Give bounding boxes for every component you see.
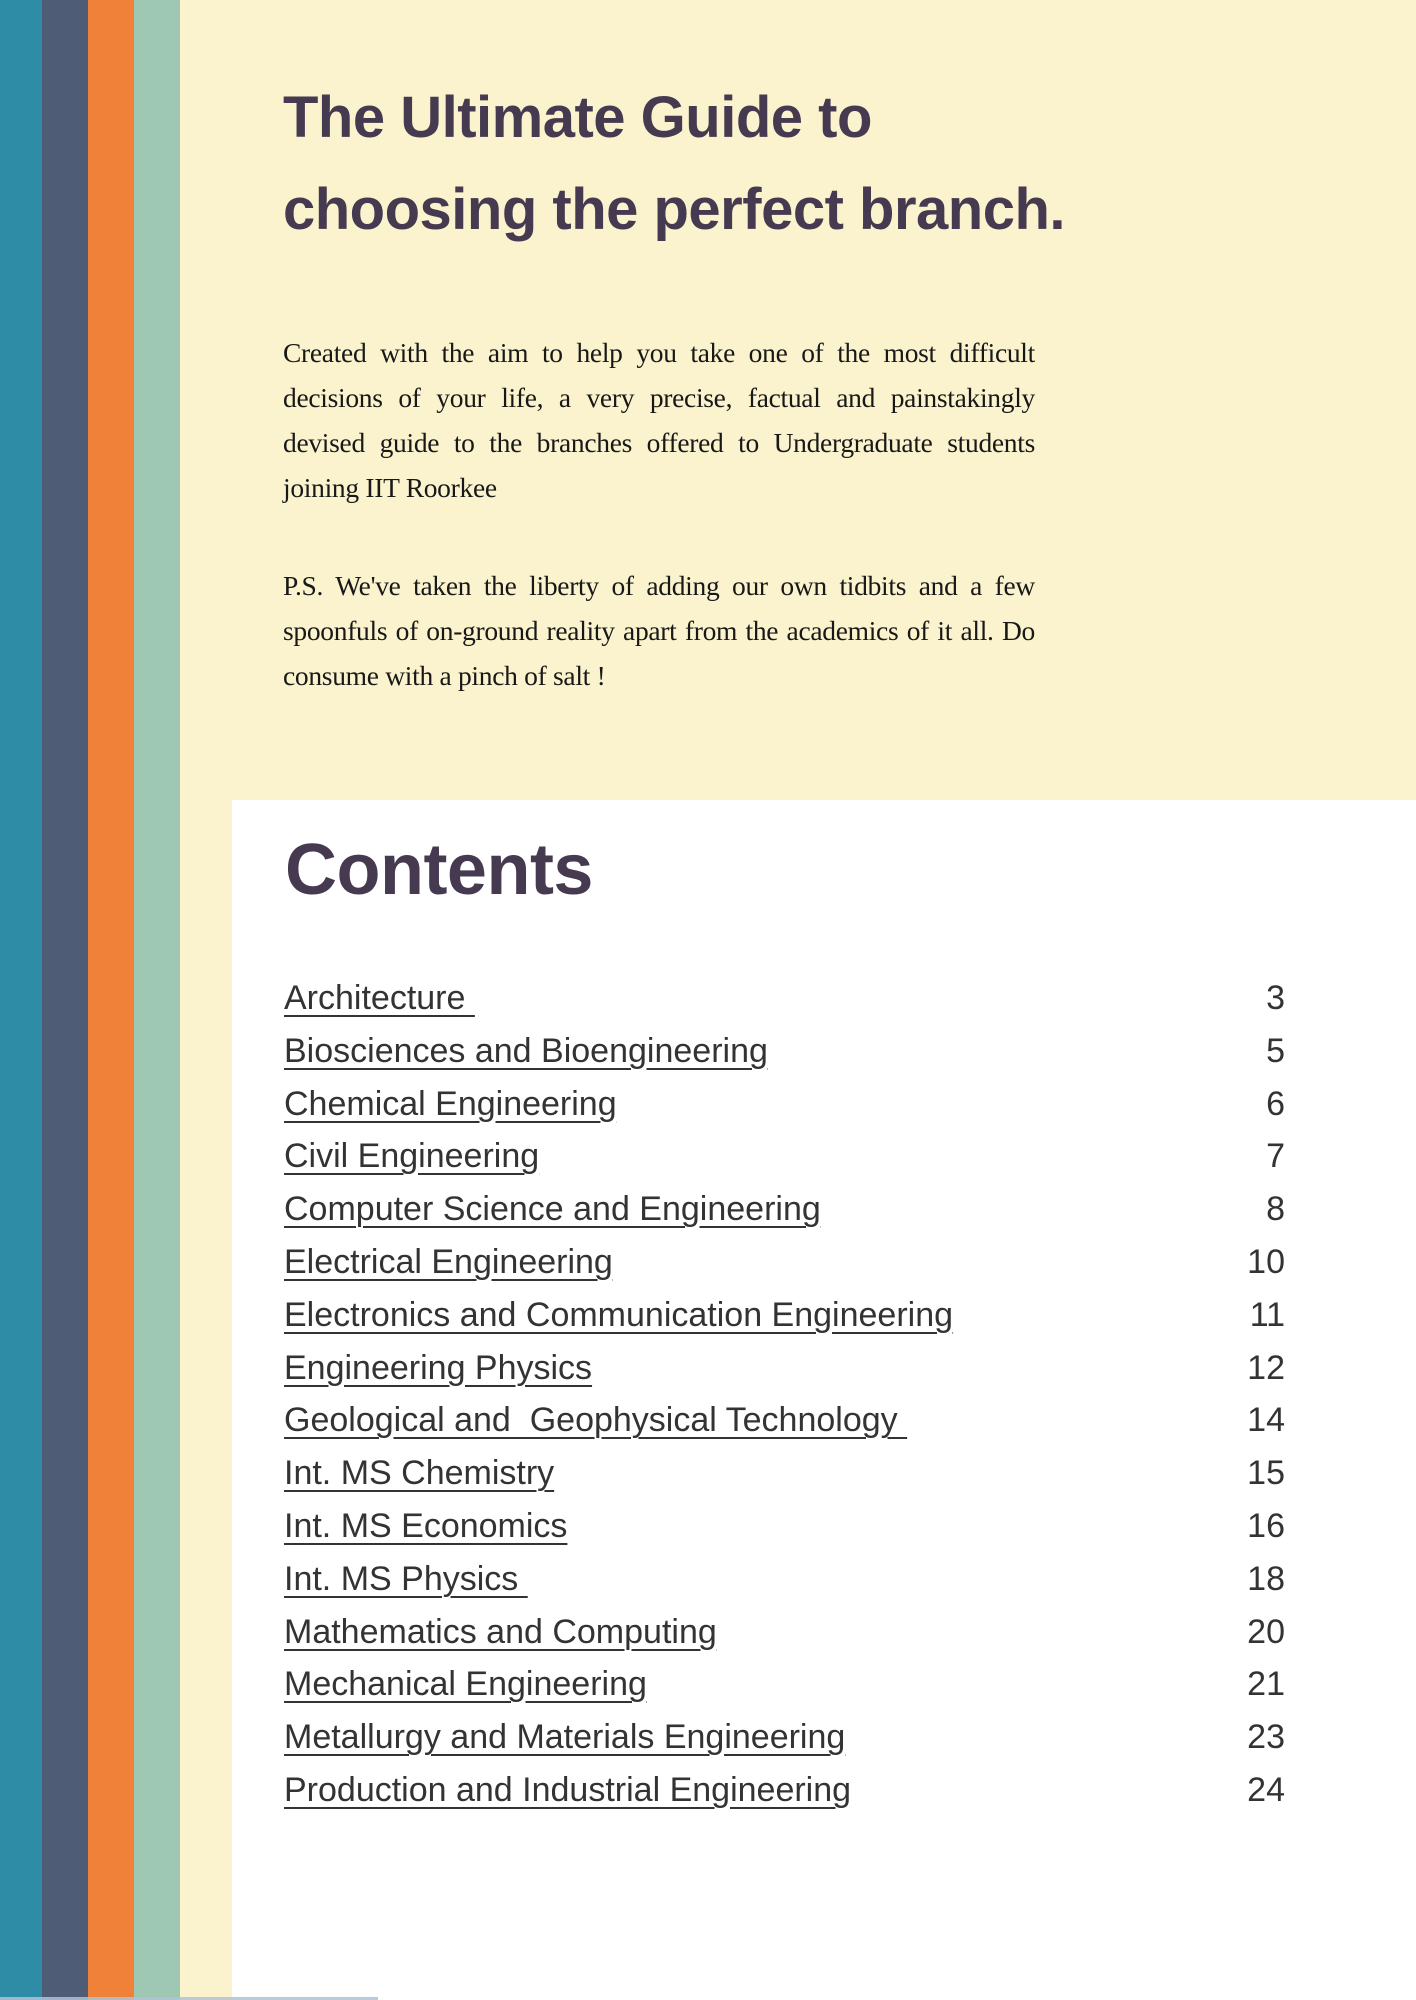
intro-paragraph: Created with the aim to help you take one of the most difficult decisions of your life, a very precise, factual and painstakingly devised guide to the branches offered to Undergraduate students joining IIT Roorkee bbox=[283, 337, 1035, 503]
toc-link[interactable]: Metallurgy and Materials Engineering bbox=[284, 1718, 846, 1757]
toc-row bbox=[284, 1394, 1285, 1447]
contents-heading: Contents bbox=[285, 830, 593, 910]
toc-page-number: 20 bbox=[1247, 1612, 1285, 1651]
toc-link[interactable]: Biosciences and Bioengineering bbox=[284, 1031, 768, 1070]
toc-page-number: 23 bbox=[1247, 1718, 1285, 1757]
toc-row bbox=[284, 972, 1285, 1025]
toc-link[interactable]: Production and Industrial Engineering bbox=[284, 1770, 852, 1809]
page-title bbox=[283, 72, 1153, 256]
toc-link[interactable]: Int. MS Physics bbox=[284, 1559, 528, 1598]
toc-link[interactable]: Geological and Geophysical Technology bbox=[284, 1401, 908, 1440]
toc-row bbox=[284, 1183, 1285, 1236]
toc-row bbox=[284, 1078, 1285, 1131]
stripe-sage-bar bbox=[134, 0, 180, 2000]
toc-row bbox=[284, 1289, 1285, 1342]
toc-row bbox=[284, 1711, 1285, 1764]
toc-row bbox=[284, 1658, 1285, 1711]
toc-row bbox=[284, 1500, 1285, 1553]
toc-row bbox=[284, 1764, 1285, 1817]
toc-page-number: 18 bbox=[1247, 1559, 1285, 1598]
toc-row bbox=[284, 1447, 1285, 1500]
toc-page-number: 24 bbox=[1247, 1770, 1285, 1809]
toc-list bbox=[284, 972, 1285, 1817]
toc-page-number: 14 bbox=[1247, 1401, 1285, 1440]
toc-link[interactable]: Electrical Engineering bbox=[284, 1242, 613, 1281]
page-title-line-2: choosing the perfect branch. bbox=[283, 177, 1065, 242]
toc-link[interactable]: Electronics and Communication Engineering bbox=[284, 1295, 954, 1334]
toc-page-number: 16 bbox=[1247, 1506, 1285, 1545]
stripe-teal-bar bbox=[0, 0, 42, 2000]
postscript-paragraph: P.S. We've taken the liberty of adding our own tidbits and a few spoonfuls of on-ground reality apart from the academics of it all. Do consume with a pinch of salt ! bbox=[283, 570, 1035, 691]
toc-link[interactable]: Int. MS Economics bbox=[284, 1506, 568, 1545]
toc-page-number: 15 bbox=[1247, 1454, 1285, 1493]
toc-link[interactable]: Chemical Engineering bbox=[284, 1084, 617, 1123]
toc-row bbox=[284, 1130, 1285, 1183]
toc-link[interactable]: Int. MS Chemistry bbox=[284, 1454, 555, 1493]
toc-row bbox=[284, 1025, 1285, 1078]
toc-link[interactable]: Computer Science and Engineering bbox=[284, 1190, 821, 1229]
toc-page-number: 7 bbox=[1266, 1137, 1285, 1176]
toc-page-number: 3 bbox=[1266, 979, 1285, 1017]
toc-link[interactable]: Mathematics and Computing bbox=[284, 1612, 717, 1651]
toc-row bbox=[284, 1342, 1285, 1395]
stripe-slate-bar bbox=[42, 0, 88, 2000]
stripe-orange-bar bbox=[88, 0, 134, 2000]
toc-page-number: 5 bbox=[1266, 1031, 1285, 1070]
page-title-line-1: The Ultimate Guide to bbox=[283, 85, 872, 150]
toc-link[interactable]: Architecture bbox=[284, 979, 475, 1017]
toc-row bbox=[284, 1236, 1285, 1289]
toc-page-number: 8 bbox=[1266, 1190, 1285, 1229]
toc-link[interactable]: Civil Engineering bbox=[284, 1137, 540, 1176]
toc-page-number: 6 bbox=[1266, 1084, 1285, 1123]
cream-gutter bbox=[180, 790, 232, 2000]
toc-page-number: 10 bbox=[1247, 1242, 1285, 1281]
toc-link[interactable]: Engineering Physics bbox=[284, 1348, 593, 1387]
toc-row bbox=[284, 1606, 1285, 1659]
toc-page-number: 21 bbox=[1247, 1665, 1285, 1704]
toc-page-number: 11 bbox=[1249, 1295, 1285, 1334]
toc-page-number: 12 bbox=[1247, 1348, 1285, 1387]
toc-row bbox=[284, 1553, 1285, 1606]
toc-link[interactable]: Mechanical Engineering bbox=[284, 1665, 647, 1704]
